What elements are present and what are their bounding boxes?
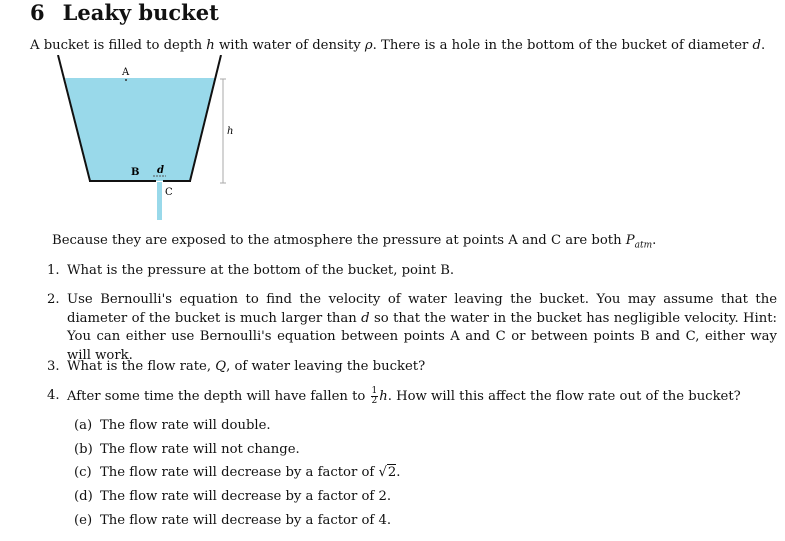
question-text: What is the pressure at the bottom of the bucket, point B. [67,263,455,278]
question-number: 3. [47,359,60,374]
pressure-subscript: atm [634,240,653,251]
pressure-note-end: . [652,233,657,248]
question-number: 1. [47,263,60,278]
option-text: The flow rate will decrease by a factor of 2. [100,489,392,504]
question-text-part: Use Bernoulli's equation to find the velocity of water leaving the bucket. You may assume that the diameter of the bucket is much larger than [67,292,777,326]
question-4 [47,387,785,409]
fraction-one-half [371,387,379,406]
water-fill [65,78,215,181]
fraction-denominator: 2 [371,396,378,406]
option-a [74,418,271,433]
label-B: B [131,167,140,178]
question-number: 2. [47,292,60,307]
bucket-diagram [55,55,255,225]
option-label: (d) [74,489,93,504]
section-heading [30,0,219,25]
var-Q: Q [215,359,227,374]
option-text: The flow rate will not change. [100,442,300,457]
intro-text: with water of density [214,38,365,53]
question-text [67,387,777,407]
label-C: C [165,187,173,198]
var-h: h [379,389,388,404]
pressure-symbol: P [625,233,635,248]
intro-text: . There is a hole in the bottom of the bucket of diameter [372,38,753,53]
section-title: Leaky bucket [62,0,219,25]
fraction-numerator: 1 [371,386,378,396]
question-text-part: What is the flow rate, [67,359,216,374]
var-h: h [206,38,215,53]
option-label: (b) [74,442,93,457]
pressure-note-text: Because they are exposed to the atmosphere the pressure at points A and C are both [52,233,626,248]
var-d: d [752,38,761,53]
option-d [74,489,391,504]
option-label: (a) [74,418,93,433]
label-A: A [122,67,130,78]
option-label: (c) [74,465,92,480]
sqrt-sign: √ [378,465,387,480]
question-text-part: so that the water in the bucket has negligible velocity. Hint: You can either use Bernoulli's equation between points A and C or between points B and C, either way will work. [67,310,777,363]
option-c [74,465,400,480]
question-text-part: , of water leaving the bucket? [226,359,426,374]
question-3 [47,358,785,377]
question-text-part: . How will this affect the flow rate out of the bucket? [387,389,741,404]
intro-paragraph [30,38,765,53]
var-rho: ρ [364,38,373,53]
question-text [67,358,777,377]
pressure-note [52,232,656,255]
point-A-marker [125,79,127,81]
var-d: d [361,310,370,326]
question-1 [47,262,785,281]
water-jet [157,182,162,220]
question-2 [47,291,785,363]
question-text-part: After some time the depth will have fallen to [67,389,370,404]
option-b [74,442,300,457]
intro-text: . [760,38,766,53]
option-text: The flow rate will decrease by a factor of 4. [100,513,392,528]
option-text: The flow rate will decrease by a factor of [100,465,379,480]
option-label: (e) [74,513,93,528]
option-end: . [396,465,401,480]
option-e [74,513,391,528]
label-h: h [227,126,234,137]
question-number: 4. [47,388,60,403]
sqrt-argument: 2 [387,465,397,480]
section-number: 6 [30,0,45,25]
question-text [67,291,777,365]
label-d: d [157,165,164,176]
intro-text: A bucket is filled to depth [30,38,207,53]
option-text: The flow rate will double. [100,418,271,433]
